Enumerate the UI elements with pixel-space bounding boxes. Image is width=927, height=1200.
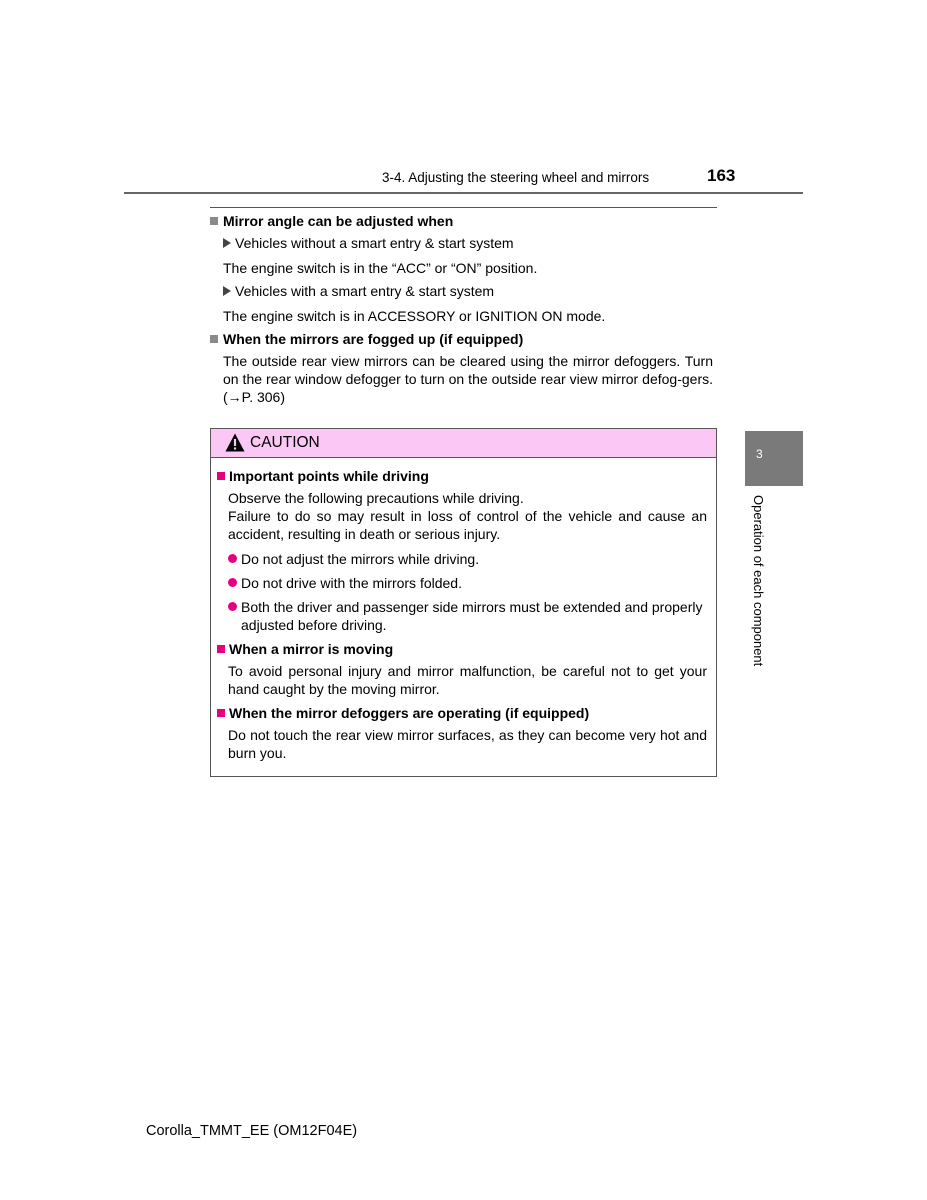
triangle-right-icon [223, 286, 231, 296]
chapter-label: Operation of each component [751, 495, 766, 667]
condition-item: Vehicles without a smart entry & start system [223, 235, 514, 251]
square-bullet-icon [217, 709, 225, 717]
header-rule [124, 192, 803, 194]
caution-heading-defoggers: When the mirror defoggers are operating (if equipped) [217, 705, 589, 721]
content-rule [210, 207, 717, 208]
condition-text: The engine switch is in ACCESSORY or IGNITION ON mode. [223, 308, 606, 324]
condition-text: The engine switch is in the “ACC” or “ON” position. [223, 260, 538, 276]
footer-text: Corolla_TMMT_EE (OM12F04E) [146, 1123, 358, 1139]
pink-dot-icon [228, 602, 237, 611]
square-bullet-icon [210, 217, 218, 225]
caution-title: CAUTION [250, 434, 320, 451]
caution-text: Do not touch the rear view mirror surfaces, as they can become very hot and burn you. [228, 727, 707, 761]
caution-text: Observe the following precautions while driving. [228, 490, 524, 506]
caution-bullet: Do not drive with the mirrors folded. [228, 574, 713, 592]
chapter-number: 3 [756, 447, 763, 461]
section-heading-fogged: When the mirrors are fogged up (if equipped) [210, 331, 523, 347]
fogged-text: The outside rear view mirrors can be cleared using the mirror defoggers. Turn on the rear window defogger to turn on the outside rear view mirror defog-gers. (→P. 306) [223, 353, 713, 405]
caution-bullet: Do not adjust the mirrors while driving. [228, 550, 713, 568]
warning-triangle-icon [225, 433, 245, 452]
caution-heading-moving: When a mirror is moving [217, 641, 393, 657]
caution-header [211, 429, 716, 458]
pink-dot-icon [228, 554, 237, 563]
caution-bullet: Both the driver and passenger side mirrors must be extended and properly adjusted before driving. [228, 598, 713, 634]
condition-item: Vehicles with a smart entry & start system [223, 283, 494, 299]
chapter-tab [745, 431, 803, 486]
triangle-right-icon [223, 238, 231, 248]
header-title: 3-4. Adjusting the steering wheel and mirrors [382, 170, 650, 185]
pink-dot-icon [228, 578, 237, 587]
caution-box [210, 428, 717, 777]
square-bullet-icon [210, 335, 218, 343]
square-bullet-icon [217, 645, 225, 653]
page-number: 163 [707, 166, 736, 185]
caution-text: To avoid personal injury and mirror malfunction, be careful not to get your hand caught by the moving mirror. [228, 663, 707, 697]
square-bullet-icon [217, 472, 225, 480]
caution-heading-driving: Important points while driving [217, 468, 429, 484]
section-heading-mirror-angle: Mirror angle can be adjusted when [210, 213, 453, 229]
caution-text: Failure to do so may result in loss of control of the vehicle and cause an accident, resulting in death or serious injury. [228, 508, 707, 542]
